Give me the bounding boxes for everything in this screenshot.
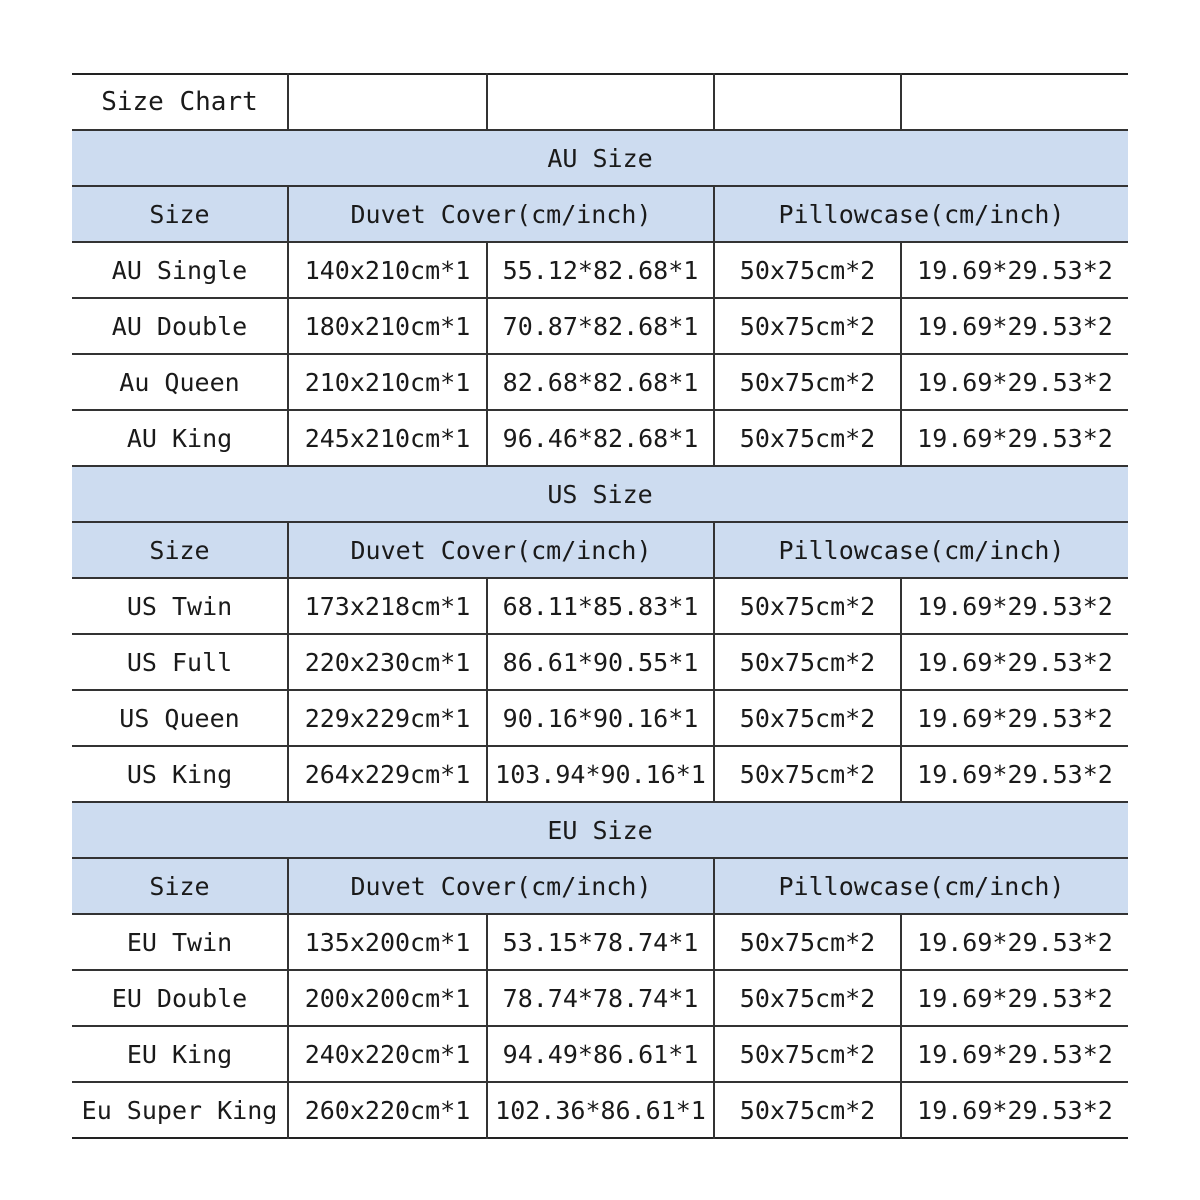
table-row: [72, 970, 1128, 1026]
pillow-inch-cell: 19.69*29.53*2: [901, 634, 1128, 690]
duvet-cm-cell: 220x230cm*1: [288, 634, 487, 690]
pillowcase-header: Pillowcase(cm/inch): [714, 522, 1128, 578]
size-header: Size: [72, 522, 288, 578]
column-header-row: [72, 186, 1128, 242]
duvet-inch-cell: 68.11*85.83*1: [487, 578, 714, 634]
size-name-cell: US Full: [72, 634, 288, 690]
table-row: [72, 1082, 1128, 1138]
pillow-cm-cell: 50x75cm*2: [714, 354, 901, 410]
duvet-cm-cell: 264x229cm*1: [288, 746, 487, 802]
pillow-inch-cell: 19.69*29.53*2: [901, 914, 1128, 970]
duvet-cm-cell: 180x210cm*1: [288, 298, 487, 354]
pillowcase-header: Pillowcase(cm/inch): [714, 186, 1128, 242]
pillow-cm-cell: 50x75cm*2: [714, 298, 901, 354]
duvet-inch-cell: 86.61*90.55*1: [487, 634, 714, 690]
duvet-inch-cell: 70.87*82.68*1: [487, 298, 714, 354]
duvet-cm-cell: 229x229cm*1: [288, 690, 487, 746]
size-name-cell: US King: [72, 746, 288, 802]
duvet-inch-cell: 102.36*86.61*1: [487, 1082, 714, 1138]
size-chart-table: [72, 73, 1128, 1139]
pillow-cm-cell: 50x75cm*2: [714, 914, 901, 970]
duvet-cm-cell: 173x218cm*1: [288, 578, 487, 634]
section-title: US Size: [72, 466, 1128, 522]
size-name-cell: AU King: [72, 410, 288, 466]
pillow-inch-cell: 19.69*29.53*2: [901, 1026, 1128, 1082]
pillow-inch-cell: 19.69*29.53*2: [901, 578, 1128, 634]
size-header: Size: [72, 186, 288, 242]
pillow-cm-cell: 50x75cm*2: [714, 634, 901, 690]
table-row: [72, 578, 1128, 634]
size-name-cell: EU Twin: [72, 914, 288, 970]
duvet-inch-cell: 53.15*78.74*1: [487, 914, 714, 970]
chart-title: Size Chart: [72, 74, 288, 130]
pillow-inch-cell: 19.69*29.53*2: [901, 970, 1128, 1026]
pillow-cm-cell: 50x75cm*2: [714, 1026, 901, 1082]
table-row: [72, 746, 1128, 802]
pillow-inch-cell: 19.69*29.53*2: [901, 354, 1128, 410]
duvet-cover-header: Duvet Cover(cm/inch): [288, 858, 714, 914]
table-row: [72, 354, 1128, 410]
pillow-inch-cell: 19.69*29.53*2: [901, 690, 1128, 746]
pillow-cm-cell: 50x75cm*2: [714, 410, 901, 466]
table-row: [72, 410, 1128, 466]
duvet-inch-cell: 94.49*86.61*1: [487, 1026, 714, 1082]
duvet-inch-cell: 103.94*90.16*1: [487, 746, 714, 802]
section-row-us: [72, 466, 1128, 522]
pillow-cm-cell: 50x75cm*2: [714, 242, 901, 298]
empty-cell: [288, 74, 487, 130]
column-header-row: [72, 858, 1128, 914]
size-name-cell: AU Double: [72, 298, 288, 354]
pillow-cm-cell: 50x75cm*2: [714, 578, 901, 634]
pillow-cm-cell: 50x75cm*2: [714, 970, 901, 1026]
size-name-cell: Eu Super King: [72, 1082, 288, 1138]
pillow-inch-cell: 19.69*29.53*2: [901, 242, 1128, 298]
size-name-cell: Au Queen: [72, 354, 288, 410]
empty-cell: [487, 74, 714, 130]
empty-cell: [901, 74, 1128, 130]
duvet-cm-cell: 260x220cm*1: [288, 1082, 487, 1138]
size-name-cell: US Queen: [72, 690, 288, 746]
size-header: Size: [72, 858, 288, 914]
duvet-cm-cell: 140x210cm*1: [288, 242, 487, 298]
table-row: [72, 914, 1128, 970]
section-title: EU Size: [72, 802, 1128, 858]
table-row: [72, 1026, 1128, 1082]
duvet-inch-cell: 55.12*82.68*1: [487, 242, 714, 298]
table-row: [72, 634, 1128, 690]
duvet-inch-cell: 96.46*82.68*1: [487, 410, 714, 466]
table-row: [72, 298, 1128, 354]
pillow-cm-cell: 50x75cm*2: [714, 690, 901, 746]
pillow-inch-cell: 19.69*29.53*2: [901, 746, 1128, 802]
duvet-cm-cell: 200x200cm*1: [288, 970, 487, 1026]
title-row: [72, 74, 1128, 130]
size-name-cell: AU Single: [72, 242, 288, 298]
duvet-cm-cell: 240x220cm*1: [288, 1026, 487, 1082]
section-row-au: [72, 130, 1128, 186]
size-name-cell: EU Double: [72, 970, 288, 1026]
duvet-inch-cell: 82.68*82.68*1: [487, 354, 714, 410]
pillow-inch-cell: 19.69*29.53*2: [901, 298, 1128, 354]
duvet-inch-cell: 78.74*78.74*1: [487, 970, 714, 1026]
size-name-cell: EU King: [72, 1026, 288, 1082]
table-row: [72, 690, 1128, 746]
empty-cell: [714, 74, 901, 130]
pillow-cm-cell: 50x75cm*2: [714, 746, 901, 802]
pillow-cm-cell: 50x75cm*2: [714, 1082, 901, 1138]
pillow-inch-cell: 19.69*29.53*2: [917, 1095, 1113, 1125]
column-header-row: [72, 522, 1128, 578]
duvet-cm-cell: 245x210cm*1: [288, 410, 487, 466]
duvet-cover-header: Duvet Cover(cm/inch): [288, 522, 714, 578]
section-title: AU Size: [72, 130, 1128, 186]
table-row: [72, 242, 1128, 298]
duvet-cm-cell: 210x210cm*1: [288, 354, 487, 410]
duvet-cover-header: Duvet Cover(cm/inch): [288, 186, 714, 242]
size-name-cell: US Twin: [72, 578, 288, 634]
section-row-eu: [72, 802, 1128, 858]
pillow-inch-cell: 19.69*29.53*2: [901, 410, 1128, 466]
pillowcase-header: Pillowcase(cm/inch): [714, 858, 1128, 914]
duvet-cm-cell: 135x200cm*1: [288, 914, 487, 970]
duvet-inch-cell: 90.16*90.16*1: [487, 690, 714, 746]
